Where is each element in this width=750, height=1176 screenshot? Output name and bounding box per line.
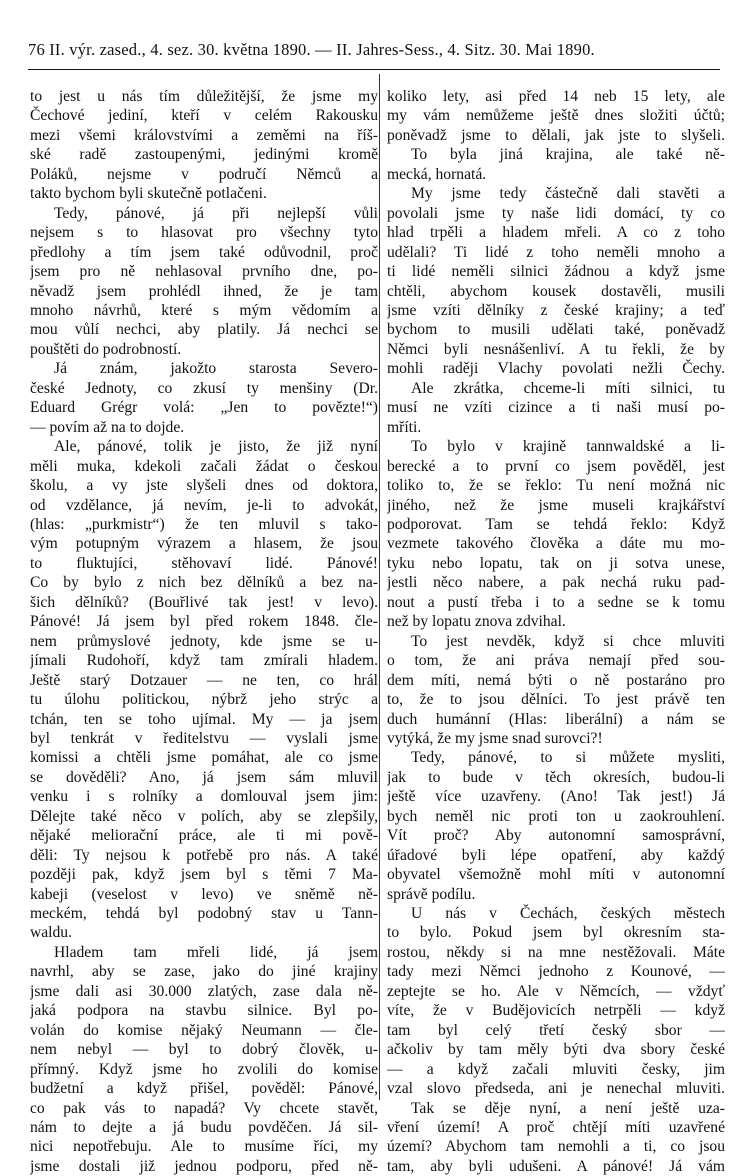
text-line: Ale, pánové, tolik je jisto, že již nyní bbox=[54, 438, 378, 456]
text-line: tam, aby byli udušeni. A pánové! Já vám bbox=[387, 1157, 725, 1175]
text-line: koliko lety, asi před 14 neb 15 lety, ale bbox=[387, 88, 725, 105]
text-line: jestli něco nabere, a pak nechá ruku pad- bbox=[387, 574, 725, 592]
text-line: venku i s rolníky a domlouval jsem jim: bbox=[30, 788, 378, 806]
text-line: duch humánní (Hlas: liberální) a nám se bbox=[387, 710, 725, 728]
text-line: mříti. bbox=[387, 418, 422, 436]
text-line: něvadž jsem prohlédl ihned, že je tam bbox=[30, 282, 378, 300]
text-line: Tedy, pánové, já při nejlepší vůli bbox=[54, 204, 378, 222]
text-line: děli: Ty nejsou k potřebě pro nás. A také bbox=[30, 846, 378, 864]
text-line: to fluktujíci, stěhovaví lidé. Pánové! bbox=[30, 554, 378, 572]
text-line: Vít proč? Aby autonomní samosprávní, bbox=[387, 827, 725, 845]
text-line: volán do komise nějaký Neumann — čle- bbox=[30, 1021, 378, 1039]
text-line: U nás v Čechách, českých městech bbox=[411, 905, 725, 923]
text-line: obyvatel všemožně mohl míti v autonomní bbox=[387, 866, 725, 884]
text-line: jsme dostali již jednou podporu, před ně- bbox=[30, 1157, 378, 1175]
text-line: waldu. bbox=[30, 924, 73, 942]
text-line: školu, a vy jste slyšeli dnes od doktora, bbox=[30, 477, 378, 495]
text-line: budžetní a když přišel, pověděl: Pánové, bbox=[30, 1080, 378, 1098]
text-line: než by lopatu znova zdvihal. bbox=[387, 613, 566, 631]
text-line: komissi a chtěli jsme pomáhat, ale co jsme bbox=[30, 749, 378, 767]
text-line: jaká podpora na stavbu silnice. Byl po- bbox=[30, 1002, 378, 1020]
text-line: to bylo. Pokud jsem byl okresním sta- bbox=[387, 924, 725, 942]
text-line: To bylo v krajině tannwaldské a li- bbox=[411, 438, 725, 456]
text-line: kabeji (veselost v levo) ve sněmě ně- bbox=[30, 885, 378, 903]
text-line: povolali jsme ty naše lidi domácí, ty co bbox=[387, 204, 725, 222]
text-line: Poláků, nejsme v područí Němců a bbox=[30, 165, 378, 183]
text-line: berecké a to první co jsem pověděl, jest bbox=[387, 457, 725, 475]
text-line: Pánové! Já jsem byl před rokem 1848. čle- bbox=[30, 613, 378, 631]
column-separator bbox=[379, 74, 380, 1100]
text-line: ačkoliv by tam měly býti dva sbory české bbox=[387, 1041, 725, 1059]
text-line: přímný. Když jsme ho zvolili do komise bbox=[30, 1060, 378, 1078]
text-line: ti lidé neměli silnici žádnou a když jsme bbox=[387, 263, 725, 281]
text-line: rostou, někdy si na mne nestěžovali. Máte bbox=[387, 943, 725, 961]
text-line: nici nepotřebuju. Ale to musíme říci, my bbox=[30, 1138, 378, 1156]
text-line: nějaké meliorační práce, ale ti mi pově- bbox=[30, 827, 378, 845]
text-line: takto bychom byli skutečně potlačeni. bbox=[30, 185, 267, 203]
text-line: vým potupným výrazem a hlasem, že jsou bbox=[30, 535, 378, 553]
text-line: udělali? Ti lidé z toho neměli mnoho a bbox=[387, 243, 725, 261]
text-line: nejsem s to hlasovat pro všechny tyto bbox=[30, 224, 378, 242]
text-line: dem míti, nemá býti o ně postaráno pro bbox=[387, 671, 725, 689]
text-line: poněvadž jsme to dělali, jak jste to slyšeli. bbox=[387, 126, 725, 144]
text-line: Eduard Grégr volá: „Jen to povězte!“) bbox=[30, 399, 378, 417]
text-line: Hladem tam mřeli lidé, já jsem bbox=[54, 943, 378, 961]
text-line: Dělejte také něco v polích, aby se zlepšily, bbox=[30, 807, 378, 825]
text-line: Tak se děje nyní, a není ještě uza- bbox=[411, 1099, 725, 1117]
text-line: správě podílu. bbox=[387, 885, 476, 903]
text-line: mezi všemi královstvími a zeměmi na říš- bbox=[30, 126, 378, 144]
text-line: víte, že v Budějovicích netrpěli — když bbox=[387, 1002, 725, 1020]
text-line: mohli raději Vlachy povolati nežli Čechy. bbox=[387, 360, 725, 378]
text-line: Ale zkrátka, chceme-li míti silnici, tu bbox=[411, 379, 725, 397]
text-line: tam byl celý třetí český sbor — bbox=[387, 1021, 725, 1039]
text-line: — a když začali mluviti česky, jim bbox=[387, 1060, 725, 1078]
text-line: vření území! A proč chtějí míti uzavřené bbox=[387, 1119, 725, 1137]
text-line: mou vůlí nechci, aby platily. Já nechci se bbox=[30, 321, 378, 339]
text-line: My jsme tedy částečně dali stavěti a bbox=[411, 185, 725, 203]
text-line: nám to dejte a já budu povděčen. Já sil- bbox=[30, 1119, 378, 1137]
text-line: mnoho návrhů, které s mým vědomím a bbox=[30, 301, 378, 319]
text-line: vytýká, že my jsme snad surovci?! bbox=[387, 729, 603, 747]
text-line: my vám nemůžeme ještě dnes složiti účtů; bbox=[387, 107, 725, 125]
text-line: Tedy, pánové, to si můžete mysliti, bbox=[411, 749, 725, 767]
text-line: jsme vzíti dělníky z české krajiny; a teď bbox=[387, 301, 725, 319]
text-line: o tom, že ani práva nemají před sou- bbox=[387, 652, 725, 670]
text-line: šich dělníků? (Bouřlivé tak jest! v levo). bbox=[30, 593, 378, 611]
text-line: jiného, než že jsme museli krajkářství bbox=[387, 496, 725, 514]
text-line: meckém, tehdá byl podobný stav u Tann- bbox=[30, 905, 378, 923]
text-line: měli muka, kdekoli začali žádat o českou bbox=[30, 457, 378, 475]
text-line: mecká, hornatá. bbox=[387, 165, 487, 183]
text-line: To byla jiná krajina, ale také ně- bbox=[411, 146, 725, 164]
text-line: toliko to, že se řeklo: Tu není možná nic bbox=[387, 477, 725, 495]
text-line: chtěli, abychom kousek dostavěli, musili bbox=[387, 282, 725, 300]
text-line: To jest nevděk, když si chce mluviti bbox=[411, 632, 725, 650]
text-line: — povím až na to dojde. bbox=[30, 418, 185, 436]
text-line: nout a pustí třeba i to a sedne se k tomu bbox=[387, 593, 725, 611]
text-line: tu úlohu politickou, nýbrž jeho strýc a bbox=[30, 691, 378, 709]
text-line: Já znám, jakožto starosta Severo- bbox=[54, 360, 378, 378]
text-line: to, že to jsou dělníci. To jest právě ten bbox=[387, 691, 725, 709]
text-line: Ještě starý Dotzauer — ne ten, co hrál bbox=[30, 671, 378, 689]
text-line: byl tenkrát v ředitelstvu — vyslali jsme bbox=[30, 729, 378, 747]
text-line: navrhl, aby se zase, jako do jiné krajiny bbox=[30, 963, 378, 981]
text-line: později pak, když jsem byl s těmi 7 Ma- bbox=[30, 866, 378, 884]
text-line: vzal slovo předseda, ani je nenechal mluviti. bbox=[387, 1080, 725, 1098]
text-line: jak to bude v těch okresích, budou-li bbox=[387, 768, 725, 786]
text-line: musí ne vzíti cizince a ti naši musí po- bbox=[387, 399, 725, 417]
text-line: (hlas: „purkmistr“) že ten mluvil s tako- bbox=[30, 515, 378, 533]
text-line: se dověděli? Ano, já jsem sám mluvil bbox=[30, 768, 378, 786]
text-line: české Jednoty, co zkusí ty menšiny (Dr. bbox=[30, 379, 378, 397]
right-column bbox=[387, 87, 725, 1176]
text-line: ještě více uzavřeny. (Ano! Tak jest!) Já bbox=[387, 788, 725, 806]
text-line: bych neměl nic proti ton u zaokrouhlení. bbox=[387, 807, 725, 825]
text-line: jímali Rudohoří, když tam zmírali hladem. bbox=[30, 652, 378, 670]
left-column bbox=[30, 87, 378, 1176]
text-line: od vzdělance, já nevím, je-li to advokát, bbox=[30, 496, 378, 514]
text-line: tchán, ten se toho ujímal. My — ja jsem bbox=[30, 710, 378, 728]
text-line: tady mezi Němci jednoho z Kounové, — bbox=[387, 963, 725, 981]
text-line: jsme dali asi 30.000 zlatých, zase dala ně- bbox=[30, 982, 378, 1000]
text-line: ské radě zastoupenými, jedinými kromě bbox=[30, 146, 378, 164]
text-line: podporovat. Tam se tehdá řeklo: Když bbox=[387, 515, 725, 533]
text-line: nem nebyl — byl to dobrý člověk, u- bbox=[30, 1041, 378, 1059]
text-line: vezmete takového člověka a dáte mu mo- bbox=[387, 535, 725, 553]
text-line: Co by bylo z nich bez dělníků a bez na- bbox=[30, 574, 378, 592]
text-line: nem průmyslové jednoty, kde jsme se u- bbox=[30, 632, 378, 650]
text-line: pouštěti do podrobností. bbox=[30, 340, 182, 358]
text-line: hlad trpěli a hladem mřeli. A co z toho bbox=[387, 224, 725, 242]
text-line: území? Abychom tam nemohli a ti, co jsou bbox=[387, 1138, 725, 1156]
text-line: zeptejte se ho. Ale v Němcích, — vždyť bbox=[387, 982, 725, 1000]
text-line: úřadové byli lépe opatření, aby každý bbox=[387, 846, 725, 864]
header-rule bbox=[28, 69, 720, 70]
text-line: co pak vás to napadá? Vy chcete stavět, bbox=[30, 1099, 378, 1117]
text-line: bychom to musili udělati také, poněvadž bbox=[387, 321, 725, 339]
text-line: jsem pro ně nehlasoval prvního dne, po- bbox=[30, 263, 378, 281]
text-line: Čechové jediní, kteří v celém Rakousku bbox=[30, 107, 378, 125]
text-line: předlohy a tím jsem také odůvodnil, proč bbox=[30, 243, 378, 261]
text-line: tyku nebo lopatu, tak on ji sotva unese, bbox=[387, 554, 725, 572]
page-header: 76 II. výr. zased., 4. sez. 30. května 1890. — II. Jahres-Sess., 4. Sitz. 30. Mai 1890. bbox=[28, 40, 595, 59]
text-line: to jest u nás tím důležitější, že jsme my bbox=[30, 88, 378, 105]
text-line: Němci byli nesnášenliví. A tu řekli, že by bbox=[387, 340, 725, 358]
